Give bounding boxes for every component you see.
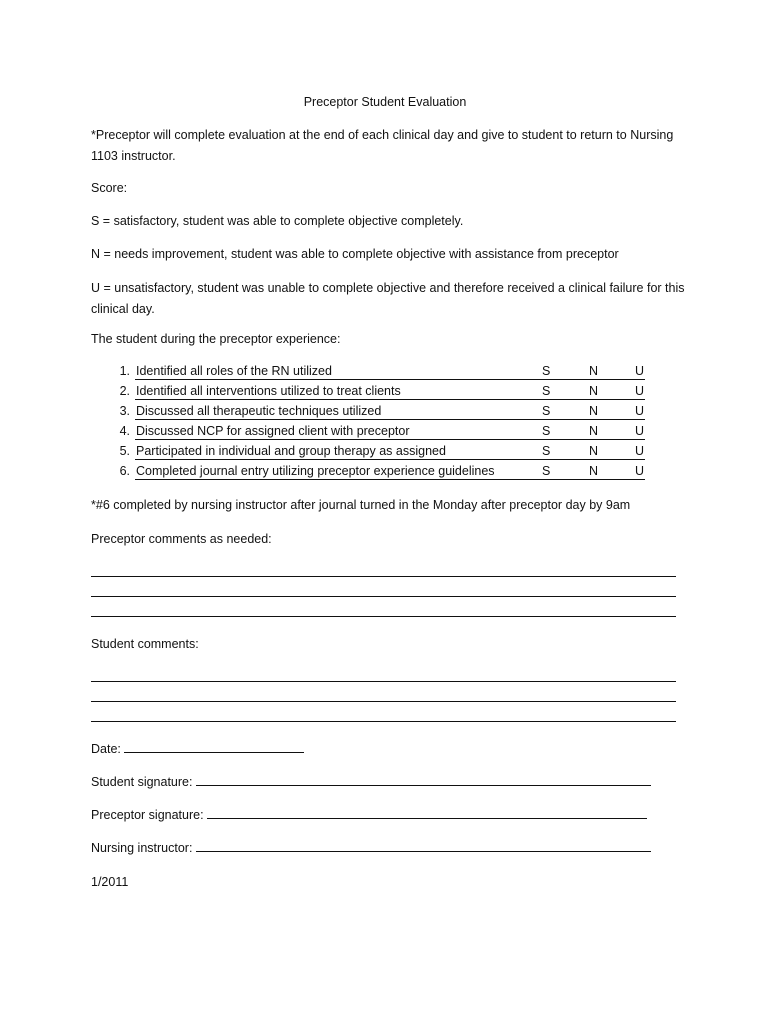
student-comment-line[interactable] xyxy=(91,681,676,682)
objective-item xyxy=(108,363,648,383)
rating-u[interactable]: U xyxy=(635,384,645,398)
preceptor-comment-line[interactable] xyxy=(91,576,676,577)
rating-n[interactable]: N xyxy=(589,464,599,478)
rating-n[interactable]: N xyxy=(589,424,599,438)
rating-u[interactable]: U xyxy=(635,364,645,378)
item-number: 1. xyxy=(119,364,130,378)
preceptor-comment-line[interactable] xyxy=(91,596,676,597)
student-signature-blank[interactable] xyxy=(196,774,651,786)
rating-s[interactable]: S xyxy=(542,384,551,398)
preceptor-signature-field xyxy=(91,807,647,823)
preceptor-signature-label: Preceptor signature: xyxy=(91,808,204,822)
rating-u[interactable]: U xyxy=(635,424,645,438)
rating-u[interactable]: U xyxy=(635,464,645,478)
rating-s[interactable]: S xyxy=(542,404,551,418)
list-intro: The student during the preceptor experience: xyxy=(91,332,341,346)
revision-date: 1/2011 xyxy=(91,875,129,889)
score-label: Score: xyxy=(91,181,128,195)
student-comment-line[interactable] xyxy=(91,701,676,702)
nursing-instructor-field xyxy=(91,840,651,856)
item-number: 5. xyxy=(119,444,130,458)
date-blank[interactable] xyxy=(124,741,304,753)
item-text: Identified all roles of the RN utilized xyxy=(136,364,332,378)
date-field xyxy=(91,741,304,757)
score-s-definition: S = satisfactory, student was able to complete objective completely. xyxy=(91,214,464,228)
rating-n[interactable]: N xyxy=(589,404,599,418)
rating-u[interactable]: U xyxy=(635,444,645,458)
rating-n[interactable]: N xyxy=(589,384,599,398)
item-text: Identified all interventions utilized to treat clients xyxy=(136,384,401,398)
date-label: Date: xyxy=(91,742,121,756)
item-text: Participated in individual and group therapy as assigned xyxy=(136,444,446,458)
objective-item xyxy=(108,423,648,443)
item-number: 3. xyxy=(119,404,130,418)
rating-n[interactable]: N xyxy=(589,444,599,458)
nursing-instructor-blank[interactable] xyxy=(196,840,651,852)
student-signature-label: Student signature: xyxy=(91,775,193,789)
item-number: 6. xyxy=(119,464,130,478)
rating-s[interactable]: S xyxy=(542,424,551,438)
rating-s[interactable]: S xyxy=(542,364,551,378)
item-underline xyxy=(135,419,645,420)
preceptor-signature-blank[interactable] xyxy=(207,807,647,819)
rating-u[interactable]: U xyxy=(635,404,645,418)
instructor-note: *#6 completed by nursing instructor after journal turned in the Monday after preceptor day by 9am xyxy=(91,498,631,512)
score-u-definition: U = unsatisfactory, student was unable to complete objective and therefore received a clinical failure for this clinical day. xyxy=(91,281,685,316)
objective-item xyxy=(108,383,648,403)
item-underline xyxy=(135,379,645,380)
rating-s[interactable]: S xyxy=(542,444,551,458)
score-n-definition: N = needs improvement, student was able to complete objective with assistance from preceptor xyxy=(91,247,619,261)
item-number: 4. xyxy=(119,424,130,438)
student-comment-line[interactable] xyxy=(91,721,676,722)
preceptor-comment-line[interactable] xyxy=(91,616,676,617)
objective-item xyxy=(108,403,648,423)
nursing-instructor-label: Nursing instructor: xyxy=(91,841,193,855)
item-underline xyxy=(135,439,645,440)
item-text: Discussed NCP for assigned client with preceptor xyxy=(136,424,410,438)
item-underline xyxy=(135,479,645,480)
rating-s[interactable]: S xyxy=(542,464,551,478)
student-signature-field xyxy=(91,774,651,790)
objectives-list xyxy=(108,363,648,483)
page-title: Preceptor Student Evaluation xyxy=(303,95,467,109)
rating-n[interactable]: N xyxy=(589,364,599,378)
preceptor-comments-label: Preceptor comments as needed: xyxy=(91,532,272,546)
objective-item xyxy=(108,463,648,483)
item-underline xyxy=(135,459,645,460)
student-comments-label: Student comments: xyxy=(91,637,199,651)
item-text: Discussed all therapeutic techniques utilized xyxy=(136,404,382,418)
item-underline xyxy=(135,399,645,400)
item-number: 2. xyxy=(119,384,130,398)
objective-item xyxy=(108,443,648,463)
item-text: Completed journal entry utilizing preceptor experience guidelines xyxy=(136,464,495,478)
intro-paragraph: *Preceptor will complete evaluation at the end of each clinical day and give to student to return to Nursing 1103 instructor. xyxy=(91,128,674,163)
